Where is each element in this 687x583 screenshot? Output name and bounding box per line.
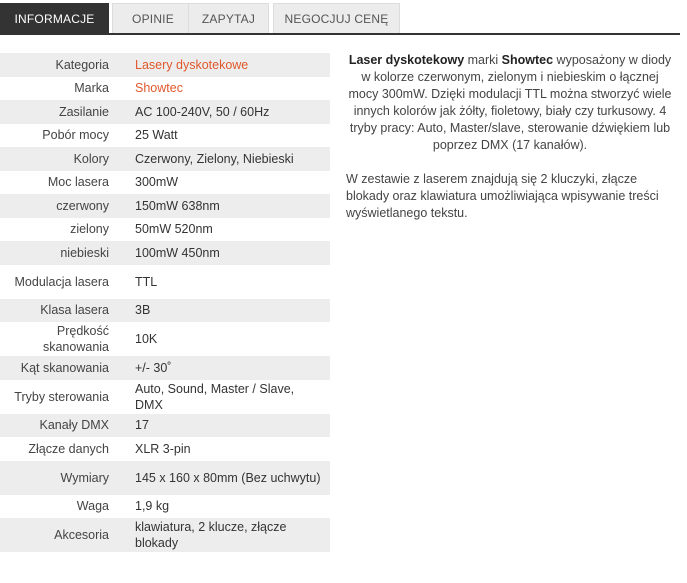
spec-key: czerwony <box>0 194 135 218</box>
spec-value: klawiatura, 2 klucze, złącze blokady <box>135 518 330 552</box>
spec-key: Kolory <box>0 147 135 171</box>
table-row <box>0 414 330 438</box>
category-link[interactable]: Lasery dyskotekowe <box>135 53 330 77</box>
description-paragraph: W zestawie z laserem znajdują się 2 kluczyki, złącze blokady oraz klawiatura umożliwiająca wpisywanie treści wyświetlanego tekstu. <box>346 172 659 220</box>
product-tabs <box>0 3 680 35</box>
description-bold-product: Laser dyskotekowy <box>348 53 465 67</box>
spec-key: Waga <box>0 495 135 519</box>
description-paragraph <box>346 52 674 154</box>
table-row <box>0 265 330 299</box>
table-row <box>0 461 330 495</box>
description-text: marki <box>464 53 502 67</box>
spec-value: 150mW 638nm <box>135 194 330 218</box>
table-row <box>0 518 330 552</box>
spec-value: 145 x 160 x 80mm (Bez uchwytu) <box>135 461 330 495</box>
spec-key: Tryby sterowania <box>0 380 135 414</box>
spec-value: XLR 3-pin <box>135 437 330 461</box>
spec-key: Kanały DMX <box>0 414 135 438</box>
spec-key: Wymiary <box>0 461 135 495</box>
table-row <box>0 299 330 323</box>
description-bold-brand: Showtec <box>501 53 554 67</box>
tab-zapytaj[interactable]: ZAPYTAJ <box>188 3 269 33</box>
spec-key: Modulacja lasera <box>0 265 135 299</box>
spec-key: zielony <box>0 218 135 242</box>
spec-value: Auto, Sound, Master / Slave, DMX <box>135 380 330 414</box>
table-row <box>0 100 330 124</box>
spec-value: TTL <box>135 265 330 299</box>
spec-value: 1,9 kg <box>135 495 330 519</box>
spec-key: Akcesoria <box>0 518 135 552</box>
spec-key: Marka <box>0 77 135 101</box>
spec-key: Złącze danych <box>0 437 135 461</box>
table-row <box>0 380 330 414</box>
specs-table <box>0 53 330 552</box>
table-row <box>0 194 330 218</box>
table-row <box>0 77 330 101</box>
table-row <box>0 495 330 519</box>
table-row <box>0 218 330 242</box>
spec-key: Zasilanie <box>0 100 135 124</box>
spec-value: AC 100-240V, 50 / 60Hz <box>135 100 330 124</box>
spec-value: 100mW 450nm <box>135 241 330 265</box>
table-row <box>0 124 330 148</box>
table-row <box>0 356 330 380</box>
spec-key: Pobór mocy <box>0 124 135 148</box>
spec-value: 17 <box>135 414 330 438</box>
product-description <box>346 52 674 222</box>
table-row <box>0 322 330 356</box>
table-row <box>0 53 330 77</box>
spec-key: Kategoria <box>0 53 135 77</box>
spec-key: Prędkość skanowania <box>0 322 135 356</box>
table-row <box>0 171 330 195</box>
spec-value: 10K <box>135 322 330 356</box>
spec-key: Kąt skanowania <box>0 356 135 380</box>
spec-value: 50mW 520nm <box>135 218 330 242</box>
spec-key: Klasa lasera <box>0 299 135 323</box>
table-row <box>0 437 330 461</box>
table-row <box>0 147 330 171</box>
tab-negocjuj-cene[interactable]: NEGOCJUJ CENĘ <box>273 3 400 33</box>
spec-value: 25 Watt <box>135 124 330 148</box>
tab-informacje[interactable]: INFORMACJE <box>0 3 109 33</box>
tab-opinie[interactable]: OPINIE <box>112 3 194 33</box>
spec-key: niebieski <box>0 241 135 265</box>
spec-value: +/- 30˚ <box>135 356 330 380</box>
table-row <box>0 241 330 265</box>
spec-value: 3B <box>135 299 330 323</box>
spec-key: Moc lasera <box>0 171 135 195</box>
description-text: wyposażony w diody w kolorze czerwonym, zielonym i niebieskim o łącznej mocy 300mW. Dzięki modulacji TTL można stworzyć wiele innych kolorów jak żółty, fioletowy, biały czy turkusowy. 4 tryby pracy: Auto, Master/slave, sterowanie dźwiękiem lub poprzez DMX (17 kanałów). <box>348 53 672 152</box>
spec-value: Czerwony, Zielony, Niebieski <box>135 147 330 171</box>
spec-value: 300mW <box>135 171 330 195</box>
brand-link[interactable]: Showtec <box>135 77 330 101</box>
